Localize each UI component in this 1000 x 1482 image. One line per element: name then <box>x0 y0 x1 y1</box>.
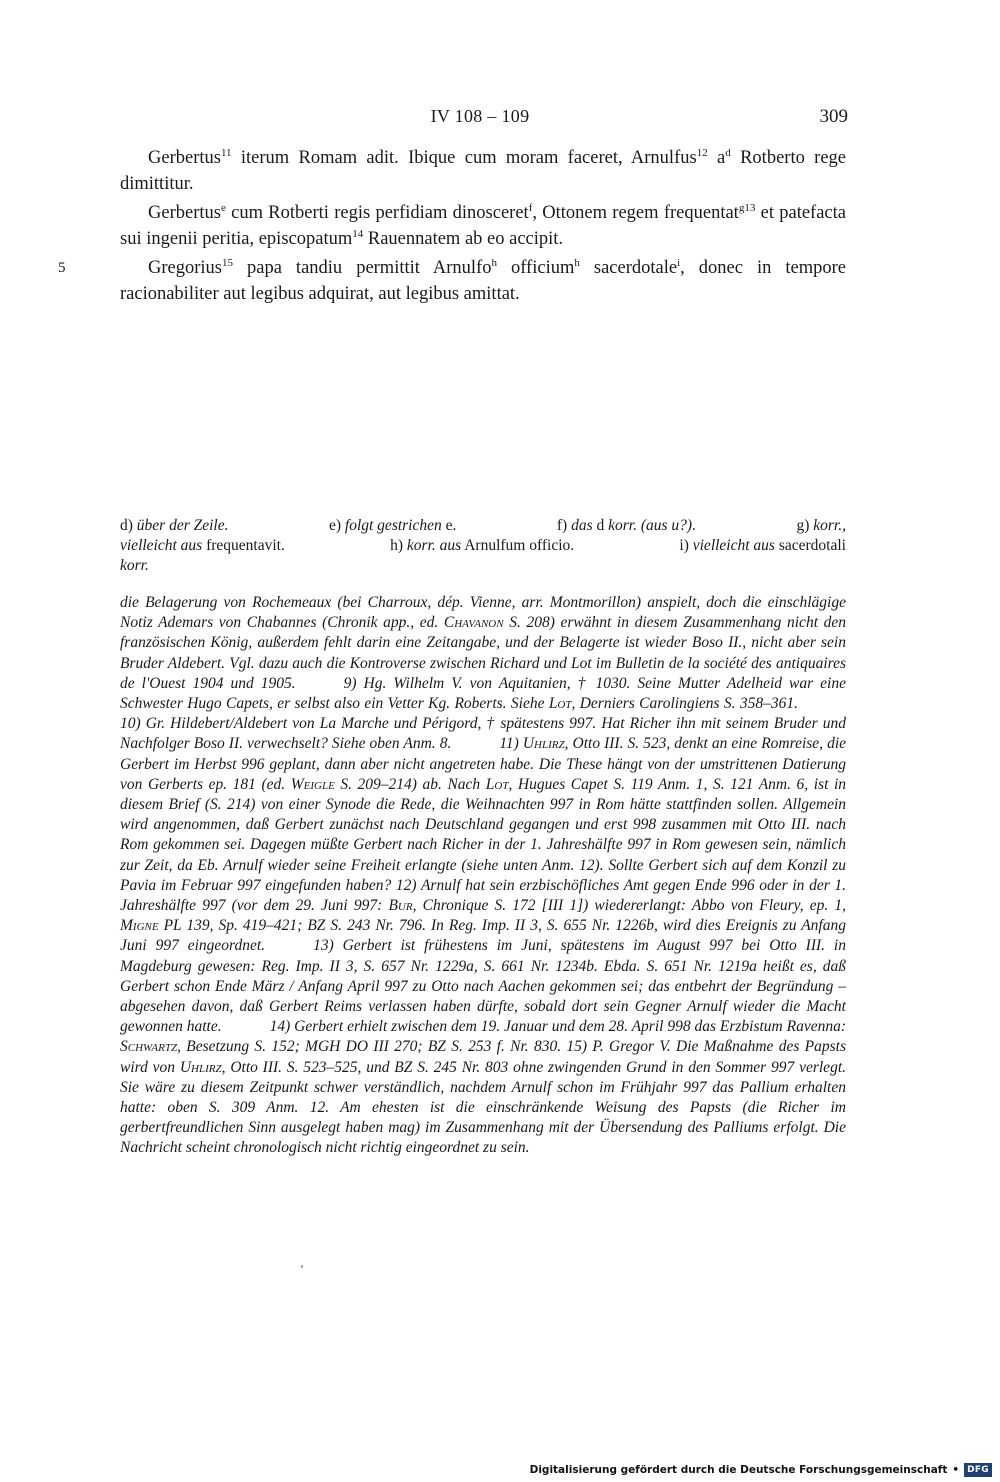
main-paragraph-3: 5 Gregorius$^{15}$ papa tandiu permittit Arnulfo$^h$ officium$^h$ sacerdotale$^i$, donec in tempore racionabiliter aut legibus adquirat, aut legibus amittat. <box>58 257 846 304</box>
apparatus-row <box>120 516 846 536</box>
running-head-title: IV 108 – 109 <box>430 106 530 126</box>
note-11: 11) Uhlirz, Otto III. S. 523, denkt an eine Romreise, die Gerbert im Herbst 996 geplant, dann aber nicht angetreten habe. Die These hängt von der umstrittenen Datierung von Gerberts ep. 181 (ed. Weigle S. 209–214) ab. Nach Lot, Hugues Capet S. 119 Anm. 1, S. 121 Anm. 6, ist in diesem Brief (S. 214) von einer Synode die Rede, die Weihnachten 997 in Rom hätte stattfinden sollen. Allgemein wird angenommen, daß Gerbert zunächst nach Deutschland gegangen und erst 998 zusammen mit Otto III. nach Rom gekommen sei. Dagegen müßte Gerbert nach Richer in der 1. Jahreshälfte 997 in Rom gewesen sein, nämlich zur Zeit, da Eb. Arnulf wieder seine Freiheit erlangte (siehe unten Anm. 12). Sollte Gerbert sich auf dem Konzil zu Pavia im Februar 997 eingefunden haben? <box>120 735 846 894</box>
note-15: 15) P. Gregor V. Die Maßnahme des Papsts wird von Uhlirz, Otto III. S. 523–525, und BZ S. 245 Nr. 803 ohne zwingenden Grund in den Sommer 997 verlegt. Sie wäre zu diesem Zeitpunkt schwer verständlich, nachdem Arnulf schon im Frühjahr 997 das Pallium erhalten hatte: oben S. 309 Anm. 12. Am ehesten ist die einschränkende Weisung des Papsts (die Richer im gerbertfreundlichen Sinn ausgelegt haben mag) im Zusammenhang mit der Übersendung des Palliums erfolgt. Die Nachricht scheint chronologisch nicht richtig eingeordnet zu sein. <box>120 1038 847 1157</box>
main-paragraph-1: Gerbertus$^{11}$ iterum Romam adit. Ibique cum moram faceret, Arnulfus$^{12}$ $a^d$ Rotberto rege dimittitur. <box>120 147 847 194</box>
digitization-credit <box>530 1462 992 1478</box>
note-14: 14) Gerbert erhielt zwischen dem 19. Januar und dem 28. April 998 das Erzbistum Ravenna: Schwartz, Besetzung S. 152; MGH DO III 270; BZ S. 253 f. Nr. 830. <box>120 1018 846 1056</box>
apparatus-note-g-end: vielleicht aus frequentavit. <box>120 537 285 554</box>
note-9: 9) Hg. Wilhelm V. von Aquitanien, † 1030. Seine Mutter Adelheid war eine Schwester Hugo Capets, er selbst also ein Vetter Kg. Roberts. Siehe Lot, Derniers Carolingiens S. 358–361. <box>120 674 846 713</box>
main-text <box>58 146 847 311</box>
apparatus-note-f: f) das d korr. (aus u?). <box>556 517 696 534</box>
note-10: 10) Gr. Hildebert/Aldebert von La Marche und Périgord, † spätestens 997. Hat Richer ihn mit seinem Bruder und Nachfolger Boso II. verwechselt? Siehe oben Anm. 8. <box>120 715 846 753</box>
apparatus-note-h: h) korr. aus Arnulfum officio. <box>390 537 575 554</box>
apparatus-note-g-start: g) korr., <box>796 517 846 534</box>
credit-text: Digitalisierung gefördert durch die Deutsche Forschungsgemeinschaft <box>529 1464 948 1476</box>
apparatus-note-e: e) folgt gestrichen e. <box>328 517 457 534</box>
apparatus-note-i-end: korr. <box>120 557 149 574</box>
commentary-paragraph: die Belagerung von Rochemeaux (bei Charroux, dép. Vienne, arr. Montmorillon) anspielt, doch die einschlägige Notiz Ademars von Chabannes (Chronik app., ed. Chavanon S. 208) erwähnt in diesem Zusammenhang nicht den französischen König, außerdem fehlt darin eine Zeitangabe, und der Belagerte ist wieder Boso II., nicht aber sein Bruder Aldebert. Vgl. dazu auch die Kontroverse zwischen Richard und Lot im Bulletin de la société des antiquaires de l'Ouest 1904 und 1905. 9) Hg. Wilhelm V. von Aquitanien, † 1030. Seine Mutter Adelheid war eine Schwester Hugo Capets, er selbst also ein Vetter Kg. Roberts. Siehe Lot, Derniers Carolingiens S. 358–361.10) Gr. Hildebert/Aldebert von La Marche und Périgord, † spätestens 997. Hat Richer ihn mit seinem Bruder und Nachfolger Boso II. verwechselt? Siehe oben Anm. 8. 11) Uhlirz, Otto III. S. 523, denkt an eine Romreise, die Gerbert im Herbst 996 geplant, dann aber nicht angetreten habe. Die These hängt von der umstrittenen Datierung von Gerberts ep. 181 (ed. Weigle S. 209–214) ab. Nach Lot, Hugues Capet S. 119 Anm. 1, S. 121 Anm. 6, ist in diesem Brief (S. 214) von einer Synode die Rede, die Weihnachten 997 in Rom hätte stattfinden sollen. Allgemein wird angenommen, daß Gerbert zunächst nach Deutschland gegangen und erst 998 zusammen mit Otto III. nach Rom gekommen sei. Dagegen müßte Gerbert nach Richer in der 1. Jahreshälfte 997 in Rom gewesen sein, nämlich zur Zeit, da Eb. Arnulf wieder seine Freiheit erlangte (siehe unten Anm. 12). Sollte Gerbert sich auf dem Konzil zu Pavia im Februar 997 eingefunden haben? 12) Arnulf hat sein erzbischöfliches Amt gegen Ende 996 oder in der 1. Jahreshälfte 997 (vor dem 29. Juni 997: Bur, Chronique S. 172 [III 1]) wiedererlangt: Abbo von Fleury, ep. 1, Migne PL 139, Sp. 419–421; BZ S. 243 Nr. 796. In Reg. Imp. II 3, S. 655 Nr. 1226b, wird dies Ereignis zu Anfang Juni 997 eingeordnet. 13) Gerbert ist frühestens im Juni, spätestens im August 997 bei Otto III. in Magdeburg gewesen: Reg. Imp. II 3, S. 657 Nr. 1229a, S. 661 Nr. 1234b. Ebda. S. 651 Nr. 1219a heißt es, daß Gerbert schon Ende März / Anfang April 997 zu Otto nach Aachen gekommen sei; das entbehrt der Begründung – abgesehen davon, daß Gerbert Reims verlassen haben dürfte, sobald dort sein Gegner Arnulf wieder die Macht gewonnen hatte. 14) Gerbert erhielt zwischen dem 19. Januar und dem 28. April 998 das Erzbistum Ravenna: Schwartz, Besetzung S. 152; MGH DO III 270; BZ S. 253 f. Nr. 830. 15) P. Gregor V. Die Maßnahme des Papsts wird von Uhlirz, Otto III. S. 523–525, und BZ S. 245 Nr. 803 ohne zwingenden Grund in den Sommer 997 verlegt. Sie wäre zu diesem Zeitpunkt schwer verständlich, nachdem Arnulf schon im Frühjahr 997 das Pallium erhalten hatte: oben S. 309 Anm. 12. Am ehesten ist die einschränkende Weisung des Papsts (die Richer im gerbertfreundlichen Sinn ausgelegt haben mag) im Zusammenhang mit der Übersendung des Palliums erfolgt. Die Nachricht scheint chronologisch nicht richtig eingeordnet zu sein. <box>120 594 847 1157</box>
apparatus-row <box>120 556 846 576</box>
note-13: 13) Gerbert ist frühestens im Juni, spätestens im August 997 bei Otto III. in Magdeburg gewesen: Reg. Imp. II 3, S. 657 Nr. 1229a, S. 661 Nr. 1234b. Ebda. S. 651 Nr. 1219a heißt es, daß Gerbert schon Ende März / Anfang April 997 zu Otto nach Aachen gekommen sei; das entbehrt der Begründung – abgesehen davon, daß Gerbert Reims verlassen haben dürfte, sobald dort sein Gegner Arnulf wieder die Macht gewonnen hatte. <box>120 937 846 1036</box>
note-12: 12) Arnulf hat sein erzbischöfliches Amt gegen Ende 996 oder in der 1. Jahreshälfte 997 (vor dem 29. Juni 997: Bur, Chronique S. 172 [III 1]) wiedererlangt: Abbo von Fleury, ep. 1, Migne PL 139, Sp. 419–421; BZ S. 243 Nr. 796. In Reg. Imp. II 3, S. 655 Nr. 1226b, wird dies Ereignis zu Anfang Juni 997 eingeordnet. <box>120 876 847 955</box>
scan-speck <box>301 1265 303 1268</box>
line-number: 5 <box>58 260 66 276</box>
page-number: 309 <box>819 106 848 127</box>
dfg-logo: DFG <box>964 1463 992 1477</box>
running-head <box>0 106 1000 130</box>
main-paragraph-2: Gerbertus$^e$ cum Rotberti regis perfidiam dinosceret$^f$, Ottonem regem frequentat$^{g13}$ et patefacta sui ingenii peritia, episcopatum$^{14}$ Rauennatem ab eo accipit. <box>120 202 846 249</box>
critical-apparatus <box>120 516 846 576</box>
credit-separator: • <box>952 1464 960 1476</box>
commentary-notes <box>120 593 846 1159</box>
apparatus-row <box>120 536 846 556</box>
apparatus-note-i: i) vielleicht aus sacerdotali <box>679 537 846 554</box>
apparatus-note-d: d) über der Zeile. <box>120 517 229 534</box>
